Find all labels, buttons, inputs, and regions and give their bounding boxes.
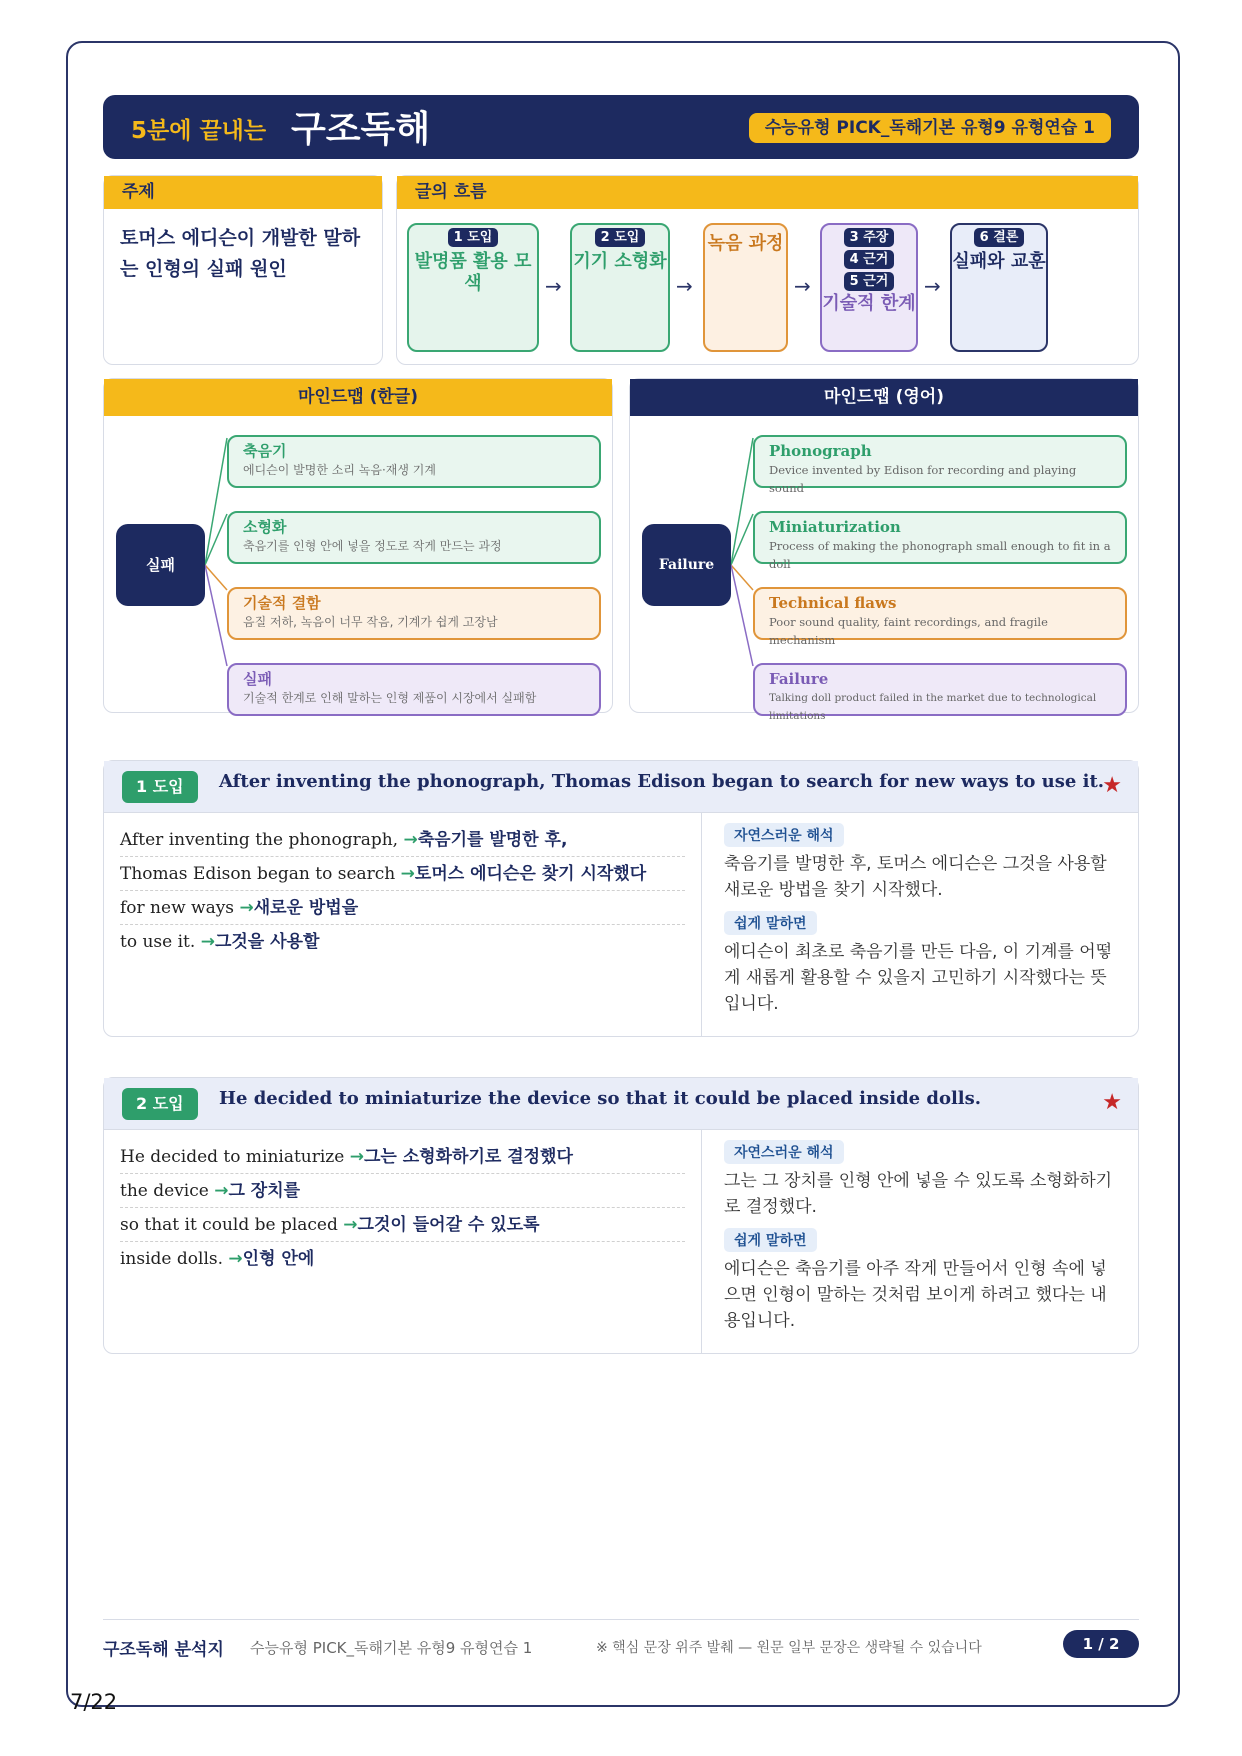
- natural-translation: 축음기를 발명한 후, 토머스 에디슨은 그것을 사용할 새로운 방법을 찾기 시작했다.: [724, 854, 1107, 900]
- flow-arrow-icon: →: [794, 274, 811, 298]
- star-icon: ★: [1102, 773, 1122, 798]
- mindmap-node: [753, 587, 1127, 647]
- translation-column: [716, 1130, 1138, 1354]
- sentence-section-1: [103, 760, 1139, 1037]
- sentence-section-2: [103, 1077, 1139, 1354]
- chunk-korean: 그것이 들어갈 수 있도록: [357, 1215, 540, 1235]
- sentence-text: He decided to miniaturize the device so that it could be placed inside dolls.: [219, 1088, 982, 1109]
- chunk-english: to use it.: [120, 932, 196, 952]
- topic-label: 주제: [104, 176, 382, 209]
- chunk-row: [120, 1208, 685, 1242]
- natural-label: 자연스러운 해석: [724, 823, 844, 847]
- mindmap-node-desc: Poor sound quality, faint recordings, and fragile mechanism: [769, 615, 1048, 647]
- brand-subtitle: 5분에 끝내는: [131, 118, 267, 144]
- flow-step-4: [820, 223, 918, 352]
- flow-step-text: 기기 소형화: [573, 251, 667, 272]
- chunk-korean: 인형 안에: [242, 1249, 315, 1269]
- chunk-korean: 그것을 사용할: [214, 932, 320, 952]
- chunk-english: Thomas Edison began to search: [120, 864, 396, 884]
- mindmap-node-title: 축음기: [243, 442, 287, 460]
- chunk-english: inside dolls.: [120, 1249, 224, 1269]
- sentence-number-badge: 2 도입: [122, 1088, 198, 1120]
- mindmap-node: [227, 663, 601, 716]
- easy-label: 쉽게 말하면: [724, 1228, 817, 1252]
- flow-arrow-icon: →: [545, 274, 562, 298]
- page-number: 7/22: [70, 1690, 118, 1714]
- arrow-icon: →: [239, 898, 254, 918]
- footer-page-indicator: 1 / 2: [1063, 1630, 1139, 1658]
- flow-step-tag: 6 결론: [974, 228, 1025, 247]
- chunk-row: [120, 891, 685, 925]
- mindmap-korean-title: 마인드맵 (한글): [104, 379, 612, 416]
- flow-step-text: 실패와 교훈: [952, 251, 1046, 272]
- mindmap-node-title: 소형화: [243, 518, 287, 536]
- arrow-icon: →: [400, 864, 415, 884]
- mindmap-node-title: Phonograph: [769, 442, 872, 460]
- mindmap-node: [753, 663, 1127, 722]
- flow-arrow-icon: →: [924, 274, 941, 298]
- mindmap-node-desc: 기술적 한계로 인해 말하는 인형 제품이 시장에서 실패함: [243, 691, 537, 705]
- footer-divider: [103, 1619, 1139, 1620]
- mindmap-english: [629, 378, 1139, 722]
- flow-box: [396, 175, 1139, 365]
- chunk-english: for new ways: [120, 898, 235, 918]
- mindmap-node-title: Technical flaws: [769, 594, 897, 612]
- mindmap-node-title: Miniaturization: [769, 518, 901, 536]
- source-badge: 수능유형 PICK_독해기본 유형9 유형연습 1: [749, 113, 1111, 143]
- mindmap-node-title: Failure: [769, 670, 829, 688]
- chunk-english: After inventing the phonograph,: [120, 830, 399, 850]
- sentence-number-badge: 1 도입: [122, 771, 198, 803]
- chunk-row: [120, 1174, 685, 1208]
- flow-step-tag: 3 주장: [844, 228, 895, 247]
- footer-subtitle: 수능유형 PICK_독해기본 유형9 유형연습 1: [250, 1639, 533, 1657]
- chunk-row: [120, 1242, 685, 1276]
- mindmap-node-desc: Talking doll product failed in the market due to technological limitations: [769, 692, 1097, 722]
- topic-text: 토머스 에디슨이 개발한 말하는 인형의 실패 원인: [120, 227, 361, 280]
- mindmap-node-desc: 음질 저하, 녹음이 너무 작음, 기계가 쉽게 고장남: [243, 615, 498, 629]
- star-icon: ★: [1102, 1090, 1122, 1115]
- flow-step-2: [570, 223, 670, 352]
- chunk-row: [120, 925, 685, 959]
- mindmap-node-title: 기술적 결함: [243, 594, 321, 612]
- arrow-icon: →: [343, 1215, 358, 1235]
- mindmap-node-title: 실패: [243, 670, 272, 688]
- chunk-english: so that it could be placed: [120, 1215, 338, 1235]
- flow-step-5: [950, 223, 1048, 352]
- arrow-icon: →: [349, 1147, 364, 1167]
- flow-label: 글의 흐름: [397, 176, 1138, 209]
- footer-note: ※ 핵심 문장 위주 발췌 — 원문 일부 문장은 생략될 수 있습니다: [596, 1640, 982, 1656]
- translation-column: [716, 813, 1138, 1037]
- mindmap-node: [227, 435, 601, 488]
- mindmap-node: [753, 435, 1127, 495]
- mindmap-node: [227, 511, 601, 564]
- chunk-korean: 축음기를 발명한 후,: [417, 830, 568, 850]
- flow-step-tag: 5 근거: [844, 272, 895, 291]
- topic-box: [103, 175, 383, 365]
- mindmap-node-desc: Process of making the phonograph small enough to fit in a doll: [769, 539, 1111, 571]
- mindmap-node: [753, 511, 1127, 571]
- chunk-korean: 토머스 에디슨은 찾기 시작했다: [414, 864, 647, 884]
- chunk-row: [120, 857, 685, 891]
- sentence-header: [104, 1078, 1138, 1130]
- mindmap-node: [227, 587, 601, 640]
- mindmap-korean: [103, 378, 613, 713]
- mindmap-node-desc: 축음기를 인형 안에 넣을 정도로 작게 만드는 과정: [243, 539, 502, 553]
- flow-step-text: 녹음 과정: [707, 233, 784, 254]
- easy-explanation: 에디슨이 최초로 축음기를 만든 다음, 이 기계를 어떻게 새롭게 활용할 수 있을지 고민하기 시작했다는 뜻입니다.: [724, 942, 1113, 1014]
- sentence-text: After inventing the phonograph, Thomas Edison began to search for new ways to use it.: [219, 771, 1105, 792]
- mindmap-node-desc: 에디슨이 발명한 소리 녹음·재생 기계: [243, 463, 436, 477]
- chunk-english: He decided to miniaturize: [120, 1147, 345, 1167]
- chunk-row: [120, 1140, 685, 1174]
- brand-title: 구조독해: [291, 109, 431, 150]
- chunk-row: [120, 823, 685, 857]
- chunk-korean: 그는 소형화하기로 결정했다: [364, 1147, 573, 1167]
- header-banner: [103, 95, 1139, 159]
- mindmap-center: Failure: [642, 524, 731, 606]
- flow-arrow-icon: →: [676, 274, 693, 298]
- footer-title: 구조독해 분석지: [103, 1640, 224, 1660]
- arrow-icon: →: [403, 830, 418, 850]
- flow-step-tag: 1 도입: [448, 228, 499, 247]
- mindmap-english-title: 마인드맵 (영어): [630, 379, 1138, 416]
- easy-label: 쉽게 말하면: [724, 911, 817, 935]
- chunk-column: [104, 1130, 702, 1354]
- flow-step-1: [407, 223, 539, 352]
- chunk-english: the device: [120, 1181, 209, 1201]
- sentence-body: [104, 813, 1138, 1037]
- flow-step-tag: 2 도입: [595, 228, 646, 247]
- sentence-body: [104, 1130, 1138, 1354]
- mindmap-node-desc: Device invented by Edison for recording and playing sound: [769, 463, 1077, 495]
- flow-step-text: 기술적 한계: [822, 293, 916, 314]
- chunk-column: [104, 813, 702, 1037]
- flow-step-3: [703, 223, 788, 352]
- chunk-korean: 새로운 방법을: [253, 898, 359, 918]
- arrow-icon: →: [214, 1181, 229, 1201]
- mindmap-center: 실패: [116, 524, 205, 606]
- natural-translation: 그는 그 장치를 인형 안에 넣을 수 있도록 소형화하기로 결정했다.: [724, 1171, 1113, 1217]
- natural-label: 자연스러운 해석: [724, 1140, 844, 1164]
- flow-step-tag: 4 근거: [844, 250, 895, 269]
- flow-step-text: 발명품 활용 모색: [414, 251, 532, 294]
- arrow-icon: →: [228, 1249, 243, 1269]
- chunk-korean: 그 장치를: [228, 1181, 301, 1201]
- arrow-icon: →: [200, 932, 215, 952]
- sentence-header: [104, 761, 1138, 813]
- easy-explanation: 에디슨은 축음기를 아주 작게 만들어서 인형 속에 넣으면 인형이 말하는 것처럼 보이게 하려고 했다는 내용입니다.: [724, 1259, 1107, 1331]
